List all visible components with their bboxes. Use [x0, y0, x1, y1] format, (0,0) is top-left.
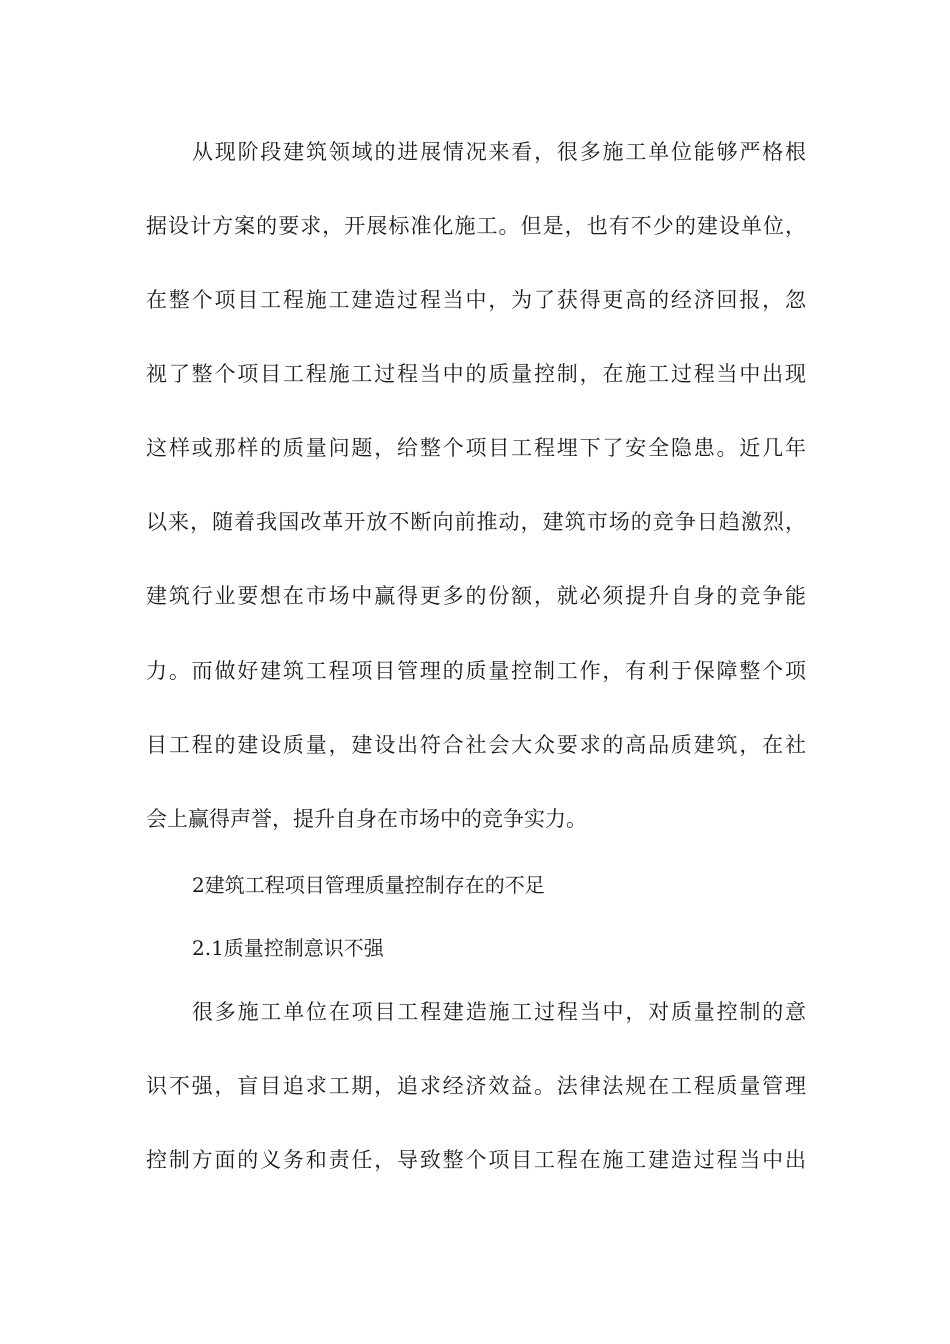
paragraph-1-line-4: 视了整个项目工程施工过程当中的质量控制，在施工过程当中出现: [146, 362, 806, 386]
paragraph-2-line-1: 很多施工单位在项目工程建造施工过程当中，对质量控制的意: [192, 1000, 806, 1024]
paragraph-1-line-7: 建筑行业要想在市场中赢得更多的份额，就必须提升自身的竞争能: [146, 584, 806, 608]
paragraph-1-line-8: 力。而做好建筑工程项目管理的质量控制工作，有利于保障整个项: [146, 659, 806, 683]
section-heading-2: 2建筑工程项目管理质量控制存在的不足: [192, 873, 545, 897]
paragraph-1-line-6: 以来，随着我国改革开放不断向前推动，建筑市场的竞争日趋激烈，: [146, 510, 806, 534]
section-heading-2-1: 2.1质量控制意识不强: [192, 936, 384, 960]
paragraph-1-line-10: 会上赢得声誉，提升自身在市场中的竞争实力。: [146, 807, 587, 831]
paragraph-2-line-2: 识不强，盲目追求工期，追求经济效益。法律法规在工程质量管理: [146, 1074, 806, 1098]
paragraph-1-line-3: 在整个项目工程施工建造过程当中，为了获得更高的经济回报，忽: [146, 288, 806, 312]
paragraph-1-line-2: 据设计方案的要求，开展标准化施工。但是，也有不少的建设单位，: [146, 214, 806, 238]
paragraph-2-line-3: 控制方面的义务和责任，导致整个项目工程在施工建造过程当中出: [146, 1148, 806, 1172]
paragraph-1-line-1: 从现阶段建筑领域的进展情况来看，很多施工单位能够严格根: [192, 140, 806, 164]
paragraph-1-line-9: 目工程的建设质量，建设出符合社会大众要求的高品质建筑，在社: [146, 733, 806, 757]
paragraph-1-line-5: 这样或那样的质量问题，给整个项目工程埋下了安全隐患。近几年: [146, 436, 806, 460]
